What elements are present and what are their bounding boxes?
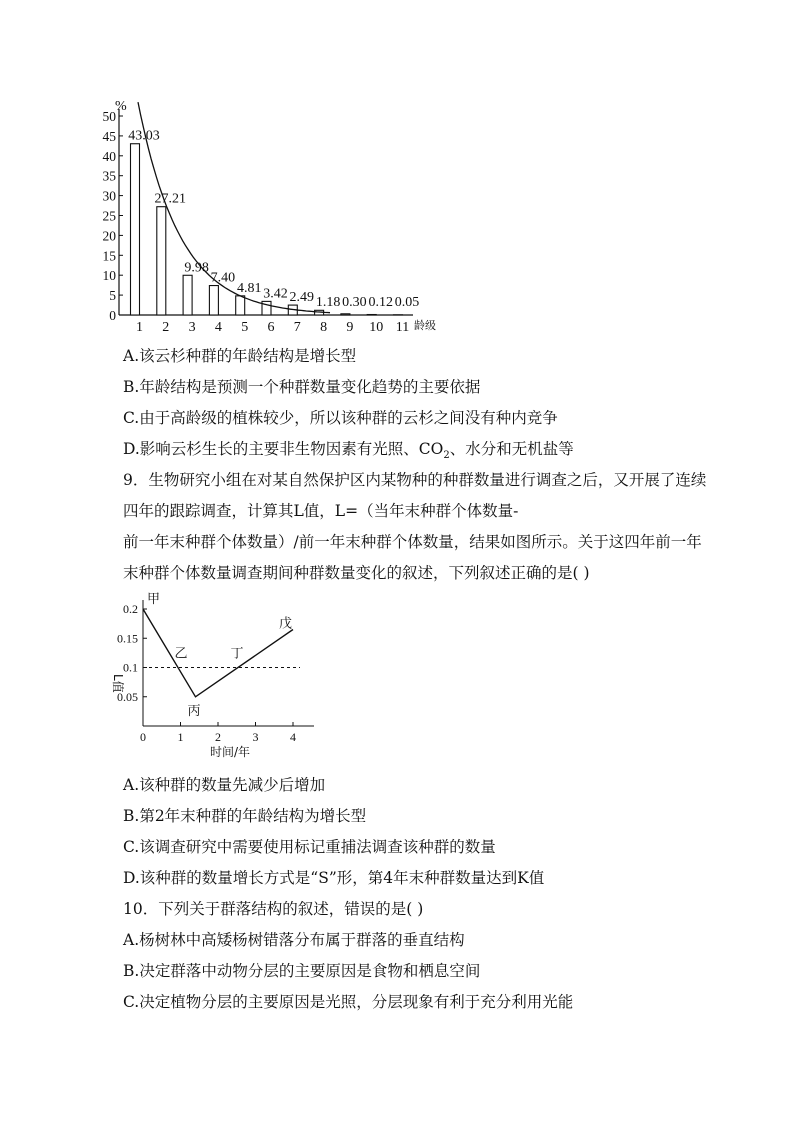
q9-stem-line-2: 四年的跟踪调查，计算其L值，L=（当年末种群个体数量-: [123, 502, 519, 520]
data-label: 0.30: [342, 295, 367, 310]
q9-option-d: D.该种群的数量增长方式是“S”形，第4年末种群数量达到K值: [123, 869, 545, 887]
data-label: 43.03: [128, 128, 160, 144]
x-tick-label: 4: [214, 320, 222, 335]
data-label: 4.81: [236, 280, 262, 296]
bar: [157, 207, 166, 315]
data-label: 0.05: [394, 295, 420, 310]
y-tick-label: 25: [102, 208, 116, 224]
q9-stem-line-3: 前一年末种群个体数量）/前一年末种群个体数量，结果如图所示。关于这四年前一年: [123, 533, 702, 551]
x-tick-label: 7: [293, 320, 301, 335]
subscript: 2: [443, 450, 450, 462]
l-value-line-chart: [100, 590, 340, 760]
y-axis-label: L值: [111, 674, 125, 693]
bar: [209, 286, 218, 315]
bar: [183, 275, 192, 315]
x-tick-label: 3: [252, 730, 259, 744]
y-tick-label: 15: [102, 248, 116, 264]
x-tick-label: 5: [241, 320, 249, 335]
q9-option-b: B.第2年末种群的年龄结构为增长型: [123, 807, 367, 825]
y-tick-label: 0.15: [117, 631, 138, 646]
y-tick-label: 5: [109, 288, 116, 304]
y-tick-label: 0.05: [117, 689, 138, 704]
y-tick-label: 0.1: [123, 660, 138, 675]
y-tick-label: 0: [109, 308, 116, 323]
point-label: 丁: [230, 646, 244, 662]
y-tick-label: 45: [102, 128, 116, 144]
l-value-series-line: [143, 609, 293, 697]
point-label: 甲: [147, 592, 161, 607]
x-axis-label: 时间/年: [210, 745, 251, 759]
x-axis-label: 龄级: [414, 319, 436, 332]
x-tick-label: 0: [140, 730, 146, 744]
point-label: 戊: [279, 616, 293, 632]
x-tick-label: 1: [177, 730, 184, 744]
bar: [341, 314, 350, 315]
q10-option-a: A.杨树林中高矮杨树错落分布属于群落的垂直结构: [123, 931, 465, 949]
y-tick-label: 50: [102, 109, 116, 124]
y-unit-label: %: [115, 99, 127, 114]
q9-option-c: C.该调查研究中需要使用标记重捕法调查该种群的数量: [123, 838, 496, 856]
data-label: 0.12: [368, 295, 393, 310]
q8-option-b: B.年龄结构是预测一个种群数量变化趋势的主要依据: [123, 378, 481, 396]
point-label: 乙: [174, 646, 188, 662]
y-tick-label: 30: [102, 188, 116, 204]
x-tick-label: 2: [215, 730, 221, 744]
q8-option-d-text: D.影响云杉生长的主要非生物因素有光照、CO: [123, 440, 444, 458]
x-tick-label: 2: [162, 320, 170, 335]
x-tick-label: 6: [267, 320, 275, 335]
y-tick-label: 35: [102, 168, 116, 184]
y-tick-label: 40: [102, 148, 116, 164]
q9-stem-line-4: 末种群个体数量调查期间种群数量变化的叙述，下列叙述正确的是( ): [123, 564, 590, 582]
x-tick-label: 3: [188, 320, 196, 335]
q9-option-a: A.该种群的数量先减少后增加: [123, 776, 326, 794]
q8-option-a: A.该云杉种群的年龄结构是增长型: [123, 347, 357, 365]
y-tick-label: 0.2: [123, 602, 138, 616]
q8-option-d: [123, 439, 574, 466]
q8-option-c: C.由于高龄级的植株较少，所以该种群的云杉之间没有种内竞争: [123, 409, 558, 427]
q10-stem: 10．下列关于群落结构的叙述，错误的是( ): [123, 900, 424, 918]
y-tick-label: 10: [102, 268, 116, 284]
data-label: 27.21: [154, 191, 187, 207]
q9-stem-line-1: 9．生物研究小组在对某自然保护区内某物种的种群数量进行调查之后，又开展了连续: [123, 471, 707, 489]
data-label: 3.42: [263, 286, 288, 302]
data-label: 9.98: [184, 260, 209, 276]
q8-option-d-text-end: 、水分和无机盐等: [449, 440, 574, 458]
x-tick-label: 11: [395, 320, 410, 335]
data-label: 2.49: [289, 290, 315, 306]
y-tick-label: 20: [102, 228, 116, 244]
x-tick-label: 9: [346, 320, 354, 335]
x-tick-label: 8: [320, 320, 328, 335]
x-tick-label: 10: [369, 320, 384, 335]
x-tick-label: 4: [290, 730, 296, 744]
bar: [236, 296, 245, 315]
age-class-bar-chart: [95, 92, 455, 342]
point-label: 丙: [187, 703, 201, 719]
data-label: 1.18: [315, 295, 341, 310]
q10-option-b: B.决定群落中动物分层的主要原因是食物和栖息空间: [123, 962, 481, 980]
x-tick-label: 1: [136, 320, 143, 335]
data-label: 7.40: [210, 270, 236, 286]
q10-option-c: C.决定植物分层的主要原因是光照，分层现象有利于充分利用光能: [123, 993, 574, 1011]
bar: [131, 144, 140, 315]
